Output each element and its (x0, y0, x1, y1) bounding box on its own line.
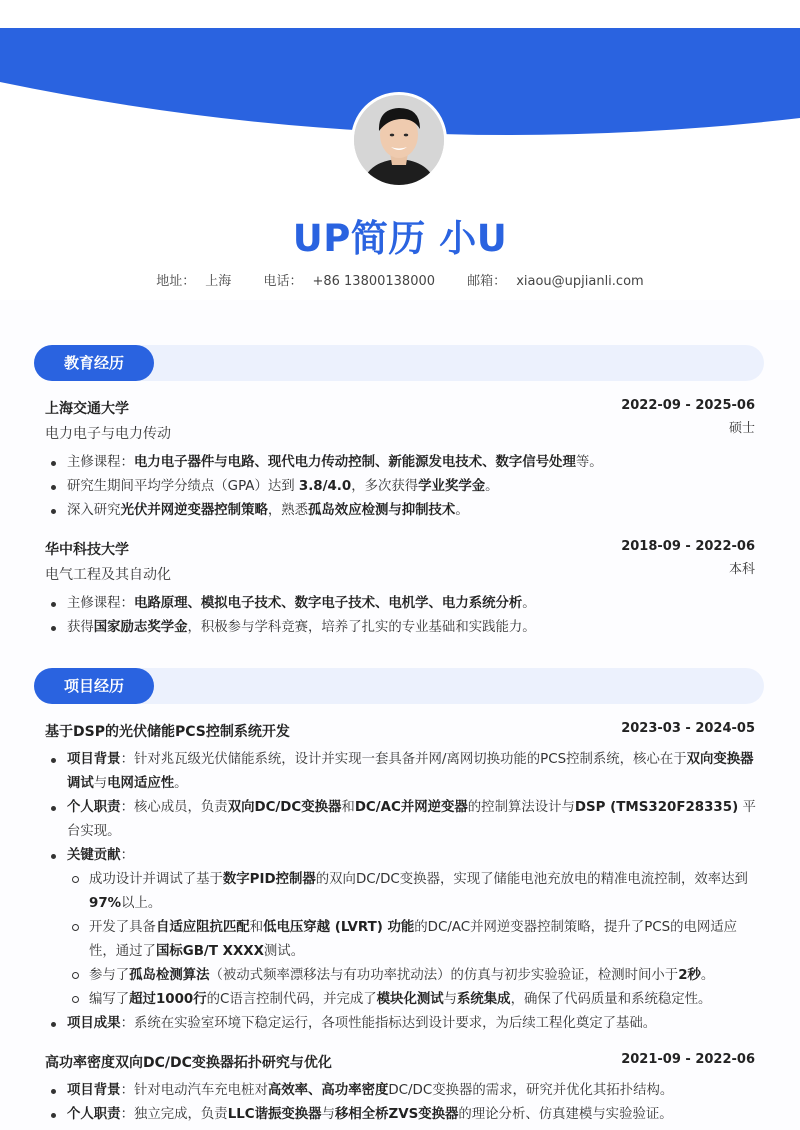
contact-phone: 电话： +86 13800138000 (263, 274, 436, 289)
degree: 硕士 (728, 421, 755, 436)
education-bullets (45, 592, 757, 640)
project-date: 2023-03 - 2024-05 (621, 721, 755, 736)
project-bullets (45, 748, 757, 1036)
list-item: 编写了超过1000行的C语言控制代码，并完成了模块化测试与系统集成，确保了代码质量和系统稳定性。 (67, 988, 757, 1012)
project-bullets (45, 1079, 757, 1127)
list-item: 成功设计并调试了基于数字PID控制器的双向DC/DC变换器，实现了储能电池充放电的精准电流控制，效率达到97%以上。 (67, 868, 757, 916)
list-item: 关键贡献： 成功设计并调试了基于数字PID控制器的双向DC/DC变换器，实现了储能电池充放电的精准电流控制，效率达到97%以上。 开发了具备自适应阻抗匹配和低电压穿越 (LVRT) 功能的DC/AC并网逆变器控制策略，提升了PCS的电网适应性，通过了国标GB/T XXXX测试。 参与了孤岛检测算法（被动式频率漂移法与有功功率扰动法）的仿真与初步实验验证，检测时间小于2秒。 编写了超过1000行的C语言控制代码，并完成了模块化测试与系统集成，确保了代码质量和系统稳定性。 (45, 844, 757, 1012)
project-name: 基于DSP的光伏储能PCS控制系统开发 (45, 724, 290, 740)
list-item: 项目背景：针对兆瓦级光伏储能系统，设计并实现一套具备并网/离网切换功能的PCS控制系统，核心在于双向变换器调试与电网适应性。 (45, 748, 757, 796)
contact-address: 地址： 上海 (156, 274, 232, 289)
list-item: 参与了孤岛检测算法（被动式频率漂移法与有功功率扰动法）的仿真与初步实验验证，检测时间小于2秒。 (67, 964, 757, 988)
candidate-name: UP简历 小U (292, 217, 508, 260)
section-projects-header (34, 668, 764, 704)
avatar-photo (354, 95, 444, 185)
education-date: 2018-09 - 2022-06 (621, 539, 755, 554)
section-title: 项目经历 (34, 668, 154, 704)
project-date: 2021-09 - 2022-06 (621, 1052, 755, 1067)
school-name: 上海交通大学 (45, 401, 129, 417)
major: 电气工程及其自动化 (45, 567, 171, 583)
list-item: 个人职责：核心成员，负责双向DC/DC变换器和DC/AC并网逆变器的控制算法设计与DSP (TMS320F28335) 平台实现。 (45, 796, 757, 844)
education-date: 2022-09 - 2025-06 (621, 398, 755, 413)
list-item: 项目成果：系统在实验室环境下稳定运行，各项性能指标达到设计要求，为后续工程化奠定了基础。 (45, 1012, 757, 1036)
list-item: 个人职责：独立完成，负责LLC谐振变换器与移相全桥ZVS变换器的理论分析、仿真建模与实验验证。 (45, 1103, 757, 1127)
school-name: 华中科技大学 (45, 542, 129, 558)
contact-email: 邮箱： xiaou@upjianli.com (467, 274, 644, 289)
avatar (351, 92, 447, 188)
contact-info (0, 270, 800, 289)
major: 电力电子与电力传动 (45, 426, 171, 442)
list-item: 深入研究光伏并网逆变器控制策略，熟悉孤岛效应检测与抑制技术。 (45, 499, 757, 523)
section-title: 教育经历 (34, 345, 154, 381)
list-item: 项目背景：针对电动汽车充电桩对高效率、高功率密度DC/DC变换器的需求，研究并优化其拓扑结构。 (45, 1079, 757, 1103)
education-bullets (45, 451, 757, 523)
project-name: 高功率密度双向DC/DC变换器拓扑研究与优化 (45, 1055, 332, 1071)
list-item: 开发了具备自适应阻抗匹配和低电压穿越 (LVRT) 功能的DC/AC并网逆变器控制策略，提升了PCS的电网适应性，通过了国标GB/T XXXX测试。 (67, 916, 757, 964)
list-item: 主修课程：电力电子器件与电路、现代电力传动控制、新能源发电技术、数字信号处理等。 (45, 451, 757, 475)
section-education-header (34, 345, 764, 381)
degree: 本科 (728, 562, 755, 577)
list-item: 主修课程：电路原理、模拟电子技术、数字电子技术、电机学、电力系统分析。 (45, 592, 757, 616)
list-item: 研究生期间平均学分绩点（GPA）达到 3.8/4.0，多次获得学业奖学金。 (45, 475, 757, 499)
contribution-list (67, 868, 757, 1012)
list-item: 获得国家励志奖学金，积极参与学科竞赛，培养了扎实的专业基础和实践能力。 (45, 616, 757, 640)
